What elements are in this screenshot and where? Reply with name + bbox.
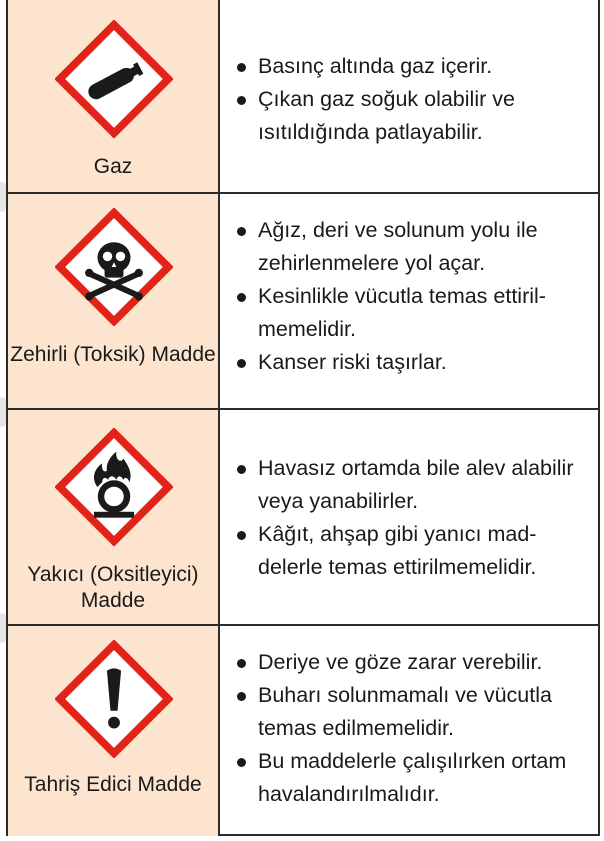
symbol-cell <box>8 626 220 836</box>
description-cell <box>220 0 598 192</box>
description-cell <box>220 410 598 624</box>
list-item: Kâğıt, ahşap gibi yanıcı mad-delerle temas ettirilmemelidir. <box>234 518 592 584</box>
flame-over-circle-icon <box>55 428 173 546</box>
symbol-cell <box>8 0 220 192</box>
description-cell <box>220 626 598 836</box>
list-item: Kanser riski taşırlar. <box>234 346 592 379</box>
hazard-label: Gaz <box>93 155 133 178</box>
exclamation-mark-icon <box>55 640 173 758</box>
list-item: Buharı solunmamalı ve vücutla temas edilmemelidir. <box>234 679 592 745</box>
hazard-description-list <box>234 452 592 584</box>
table-row-irritant <box>8 624 598 836</box>
hazard-label: Zehirli (Toksik) Madde <box>10 343 216 366</box>
list-item: Havasız ortamda bile alev alabilir veya yanabilirler. <box>234 452 592 518</box>
hazard-description-list <box>234 646 592 811</box>
hazard-description-list <box>234 214 592 379</box>
skull-crossbones-icon <box>55 208 173 326</box>
list-item: Basınç altında gaz içerir. <box>234 50 592 83</box>
symbol-cell <box>8 410 220 624</box>
hazard-label: Tahriş Edici Madde <box>24 773 202 796</box>
list-item: Kesinlikle vücutla temas ettiril-memelidir. <box>234 280 592 346</box>
list-item: Bu maddelerle çalışılırken ortam havalandırılmalıdır. <box>234 745 592 811</box>
description-cell <box>220 194 598 408</box>
list-item: Ağız, deri ve solunum yolu ile zehirlenmelere yol açar. <box>234 214 592 280</box>
list-item: Deriye ve göze zarar verebilir. <box>234 646 592 679</box>
hazard-description-list <box>234 50 592 149</box>
hazard-label: Yakıcı (Oksitleyici) Madde <box>27 563 199 612</box>
table-row-gas <box>8 0 598 192</box>
hazard-symbols-table <box>6 0 600 836</box>
list-item: Çıkan gaz soğuk olabilir ve ısıtıldığında patlayabilir. <box>234 83 592 149</box>
gas-cylinder-icon <box>55 20 173 138</box>
table-row-toxic <box>8 192 598 408</box>
symbol-cell <box>8 194 220 408</box>
table-row-oxidizer <box>8 408 598 624</box>
